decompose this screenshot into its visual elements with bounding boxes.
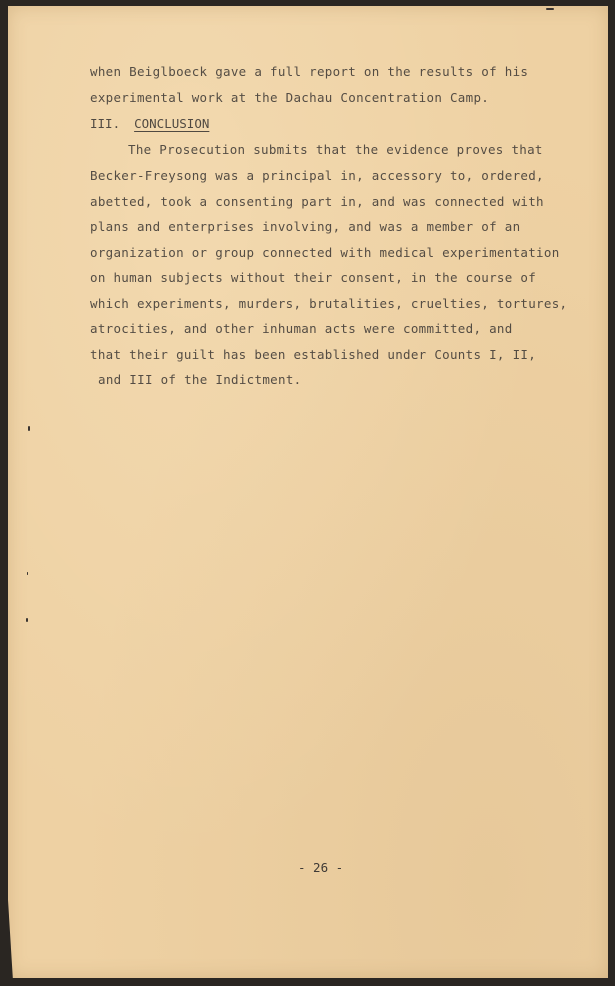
text-line: The Prosecution submits that the evidence proves that	[128, 142, 543, 157]
section-heading	[90, 116, 209, 131]
text-line: organization or group connected with medical experimentation	[90, 245, 560, 260]
ink-speck	[28, 426, 30, 431]
text-line: atrocities, and other inhuman acts were committed, and	[90, 321, 513, 336]
ink-speck	[546, 8, 554, 10]
text-line: on human subjects without their consent, in the course of	[90, 270, 537, 285]
text-line: experimental work at the Dachau Concentration Camp.	[90, 90, 490, 105]
document-page	[8, 6, 608, 978]
text-line: plans and enterprises involving, and was a member of an	[90, 219, 521, 234]
text-line: abetted, took a consenting part in, and was connected with	[90, 194, 544, 209]
page-number: - 26 -	[298, 860, 344, 875]
text-line: and III of the Indictment.	[98, 372, 302, 387]
ink-speck	[27, 572, 28, 575]
text-line: when Beiglboeck gave a full report on the results of his	[90, 64, 529, 79]
section-number: III.	[90, 116, 121, 131]
text-line: that their guilt has been established under Counts I, II,	[90, 347, 537, 362]
ink-speck	[26, 618, 28, 622]
text-line: which experiments, murders, brutalities, cruelties, tortures,	[90, 296, 568, 311]
section-title: CONCLUSION	[134, 116, 210, 131]
text-line: Becker-Freysong was a principal in, accessory to, ordered,	[90, 168, 544, 183]
